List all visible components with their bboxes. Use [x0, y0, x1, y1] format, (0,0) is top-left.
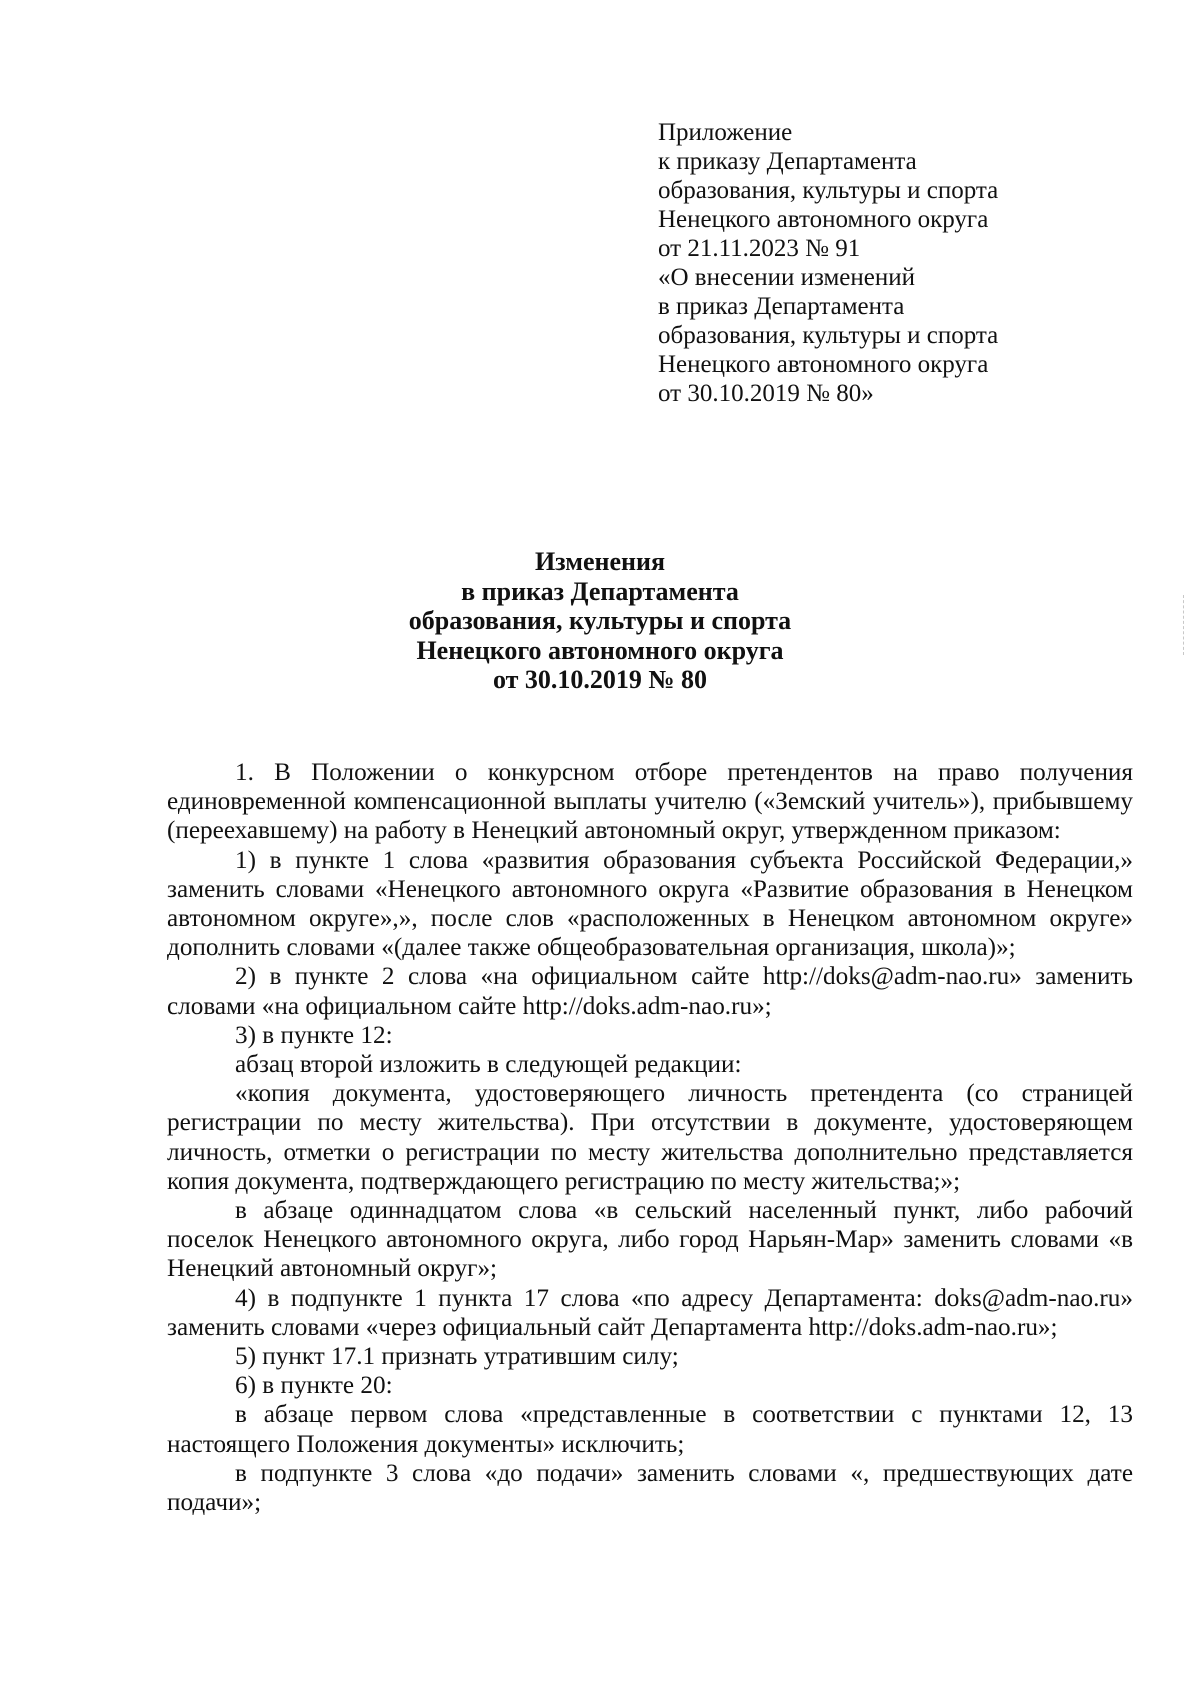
appendix-line: Ненецкого автономного округа [658, 206, 989, 233]
title-line: Ненецкого автономного округа [416, 635, 784, 665]
title-line: в приказ Департамента [461, 576, 739, 606]
appendix-line: в приказ Департамента [658, 293, 905, 320]
body-paragraph: 6) в пункте 20: [235, 1372, 393, 1400]
appendix-header [658, 118, 1078, 408]
appendix-line: Ненецкого автономного округа [658, 351, 989, 378]
body-paragraph: в подпункте 3 слова «до подачи» заменить словами «, предшествующих дате подачи»; [167, 1459, 1133, 1517]
body-paragraph: в абзаце первом слова «представленные в соответствии с пунктами 12, 13 настоящего Положения документы» исключить; [167, 1401, 1133, 1458]
appendix-line: от 21.11.2023 № 91 [658, 235, 861, 262]
appendix-line: Приложение [658, 119, 793, 146]
body-paragraph: в абзаце одиннадцатом слова «в сельский населенный пункт, либо рабочий поселок Ненецкого автономного округа, либо город Нарьян-Мар» заменить словами «в Ненецкий автономный округ»; [167, 1197, 1133, 1283]
body-paragraph: 3) в пункте 12: [235, 1021, 393, 1049]
title-line: от 30.10.2019 № 80 [492, 665, 708, 694]
body-paragraph: 5) пункт 17.1 признать утратившим силу; [235, 1343, 679, 1371]
appendix-line: образования, культуры и спорта [658, 177, 999, 204]
body-paragraph: 1) в пункте 1 слова «развития образования субъекта Российской Федерации,» заменить словами «Ненецкого автономного округа «Развитие образования в Ненецком автономном округе»,», после слов «расположенных в Ненецком автономном округе» дополнить словами «(далее также общеобразовательная организация, школа)»; [167, 846, 1133, 962]
title-line: образования, культуры и спорта [408, 606, 792, 635]
body-paragraph: абзац второй изложить в следующей редакции: [235, 1051, 742, 1079]
appendix-line: к приказу Департамента [658, 148, 917, 175]
appendix-line: образования, культуры и спорта [658, 322, 999, 349]
body-paragraph: 2) в пункте 2 слова «на официальном сайте http://doks@adm-nao.ru» заменить словами «на официальном сайте http://doks.adm-nao.ru»; [167, 963, 1133, 1020]
document-body [167, 758, 1133, 1517]
document-title [300, 547, 900, 695]
body-paragraph: 4) в подпункте 1 пункта 17 слова «по адресу Департамента: doks@adm-nao.ru» заменить словами «через официальный сайт Департамента http://doks.adm-nao.ru»; [167, 1284, 1133, 1341]
body-paragraph: 1. В Положении о конкурсном отборе претендентов на право получения единовременной компенсационной выплаты учителю («Земский учитель»), прибывшему (переехавшему) на работу в Ненецкий автономный округ, утвержденном приказом: [167, 759, 1133, 845]
scan-margin-mark [1183, 595, 1185, 655]
title-line: Изменения [534, 547, 666, 576]
appendix-line: от 30.10.2019 № 80» [658, 380, 874, 407]
body-paragraph: «копия документа, удостоверяющего личность претендента (со страницей регистрации по месту жительства). При отсутствии в документе, удостоверяющем личность, отметки о регистрации по месту жительства дополнительно представляется копия документа, подтверждающего регистрацию по месту жительства;»; [167, 1080, 1133, 1195]
appendix-line: «О внесении изменений [658, 264, 916, 291]
